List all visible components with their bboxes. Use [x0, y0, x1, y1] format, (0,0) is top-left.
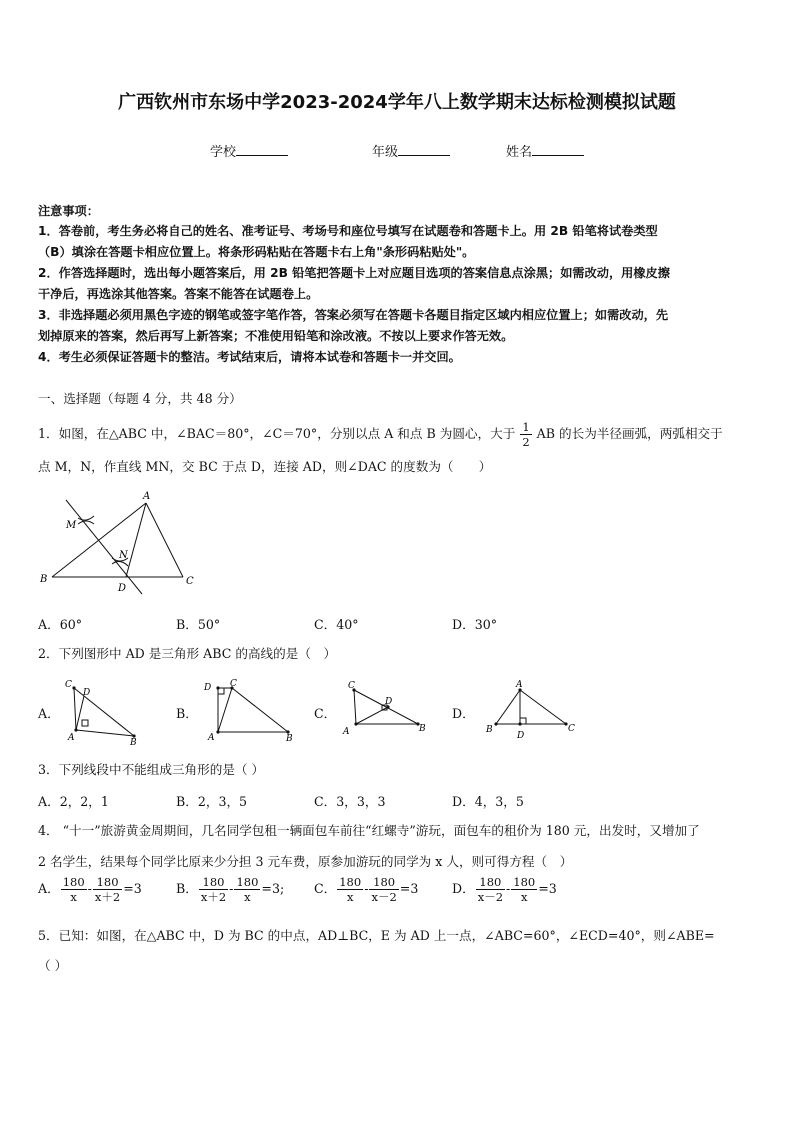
svg-text:A: A: [68, 733, 75, 743]
svg-text:A: A: [343, 727, 350, 737]
question-4-text-cont: 2 名学生，结果每个同学比原来少分担 3 元车费，原参加游玩的同学为 x 人，则可得方程（ ）: [38, 854, 573, 869]
name-label: 姓名: [506, 145, 533, 160]
svg-text:D: D: [385, 697, 393, 707]
svg-text:D: D: [83, 688, 91, 698]
q2-figure-d: [482, 676, 592, 746]
svg-text:B: B: [40, 574, 48, 585]
svg-text:M: M: [66, 520, 77, 531]
q1-option-c[interactable]: C．40°: [314, 617, 359, 632]
question-4-text: 4． “十一”旅游黄金周期间，几名同学包租一辆面包车前往“红螺寺”游玩，面包车的租价为 180 元，出发时，又增加了: [38, 823, 700, 838]
page-title: 广西钦州市东场中学2023-2024学年八上数学期末达标检测模拟试题: [118, 92, 676, 113]
q1-figure: [38, 488, 208, 600]
q4-option-c[interactable]: C． $\frac{180}{x}$ - $\frac{180}{x-2}$ =3: [314, 875, 419, 904]
svg-text:A: A: [516, 680, 523, 690]
section-heading: 一、选择题（每题 4 分，共 48 分）: [38, 391, 242, 406]
q4-option-b[interactable]: B． $\frac{180}{x+2}$ - $\frac{180}{x}$ =3;: [176, 875, 285, 904]
q4-option-d[interactable]: D． $\frac{180}{x-2}$ - $\frac{180}{x}$ =3: [452, 875, 557, 904]
question-1-text-cont: 点 M，N，作直线 MN，交 BC 于点 D，连接 AD，则∠DAC 的度数为（ ）: [38, 459, 492, 474]
q3-option-b[interactable]: B．2，3，5: [176, 794, 248, 809]
q1-option-a[interactable]: A．60°: [38, 617, 83, 632]
svg-text:D: D: [118, 583, 127, 594]
q4-option-a[interactable]: A． $\frac{180}{x}$ - $\frac{180}{x+2}$ =3: [38, 875, 142, 904]
notice-line: 4．考生必须保证答题卡的整洁。考试结束后，请将本试卷和答题卡一并交回。: [38, 350, 461, 364]
svg-text:B: B: [130, 738, 137, 746]
svg-text:C: C: [568, 724, 575, 734]
notice-line: 干净后，再选涂其他答案。答案不能答在试题卷上。: [38, 287, 319, 301]
question-5-text: 5．已知：如图，在△ABC 中，D 为 BC 的中点，AD⊥BC，E 为 AD 上一点，∠ABC=60°，∠ECD=40°，则∠ABE=: [38, 928, 715, 943]
svg-text:B: B: [486, 725, 493, 735]
q1-option-d[interactable]: D．30°: [452, 617, 498, 632]
question-3-text: 3．下列线段中不能组成三角形的是（ ）: [38, 762, 265, 777]
q2-figure-a: [60, 676, 145, 746]
svg-text:C: C: [65, 680, 72, 690]
question-2-text: 2．下列图形中 AD 是三角形 ABC 的高线的是（ ）: [38, 646, 337, 661]
q2-figure-b: [196, 676, 306, 746]
svg-text:C: C: [186, 576, 194, 587]
q2-option-d[interactable]: D．: [452, 706, 475, 721]
name-field[interactable]: [506, 141, 584, 160]
q2-option-c[interactable]: C．: [314, 706, 337, 721]
svg-text:A: A: [143, 491, 151, 502]
q2-figure-c: [338, 676, 438, 746]
grade-label: 年级: [372, 145, 399, 160]
q3-option-a[interactable]: A．2，2，1: [38, 794, 109, 809]
school-label: 学校: [210, 145, 237, 160]
svg-text:C: C: [348, 681, 355, 691]
grade-field[interactable]: [372, 141, 450, 160]
svg-text:B: B: [419, 724, 426, 734]
notice-heading: 注意事项：: [38, 204, 99, 218]
q3-option-d[interactable]: D．4，3，5: [452, 794, 524, 809]
notice-line: （B）填涂在答题卡相应位置上。将条形码粘贴在答题卡右上角"条形码粘贴处"。: [38, 245, 475, 259]
school-field[interactable]: [210, 141, 288, 160]
question-1-text: 1．如图，在△ABC 中，∠BAC＝80°，∠C＝70°，分别以点 A 和点 B 为圆心，大于 $\frac{1}{2}$ AB 的长为半径画弧，两弧相交于: [38, 420, 723, 449]
svg-text:D: D: [517, 731, 525, 741]
svg-text:A: A: [208, 733, 215, 743]
notice-line: 3．非选择题必须用黑色字迹的钢笔或签字笔作答，答案必须写在答题卡各题目指定区域内相应位置上；如需改动，先: [38, 308, 669, 322]
notice-line: 1．答卷前，考生务必将自己的姓名、准考证号、考场号和座位号填写在试题卷和答题卡上。用 2B 铅笔将试卷类型: [38, 224, 658, 238]
q2-option-b[interactable]: B．: [176, 706, 198, 721]
svg-text:N: N: [119, 550, 128, 561]
notice-line: 划掉原来的答案，然后再写上新答案；不准使用铅笔和涂改液。不按以上要求作答无效。: [38, 329, 514, 343]
question-5-text-cont: （ ）: [38, 958, 68, 973]
q1-option-b[interactable]: B．50°: [176, 617, 221, 632]
q3-option-c[interactable]: C．3，3，3: [314, 794, 386, 809]
notice-line: 2．作答选择题时，选出每小题答案后，用 2B 铅笔把答题卡上对应题目选项的答案信息点涂黑；如需改动，用橡皮擦: [38, 266, 670, 280]
svg-text:C: C: [230, 679, 237, 689]
svg-text:B: B: [286, 734, 293, 744]
fraction-half: $\frac{1}{2}$: [522, 420, 530, 449]
svg-text:D: D: [204, 683, 212, 693]
q2-option-a[interactable]: A．: [38, 706, 60, 721]
